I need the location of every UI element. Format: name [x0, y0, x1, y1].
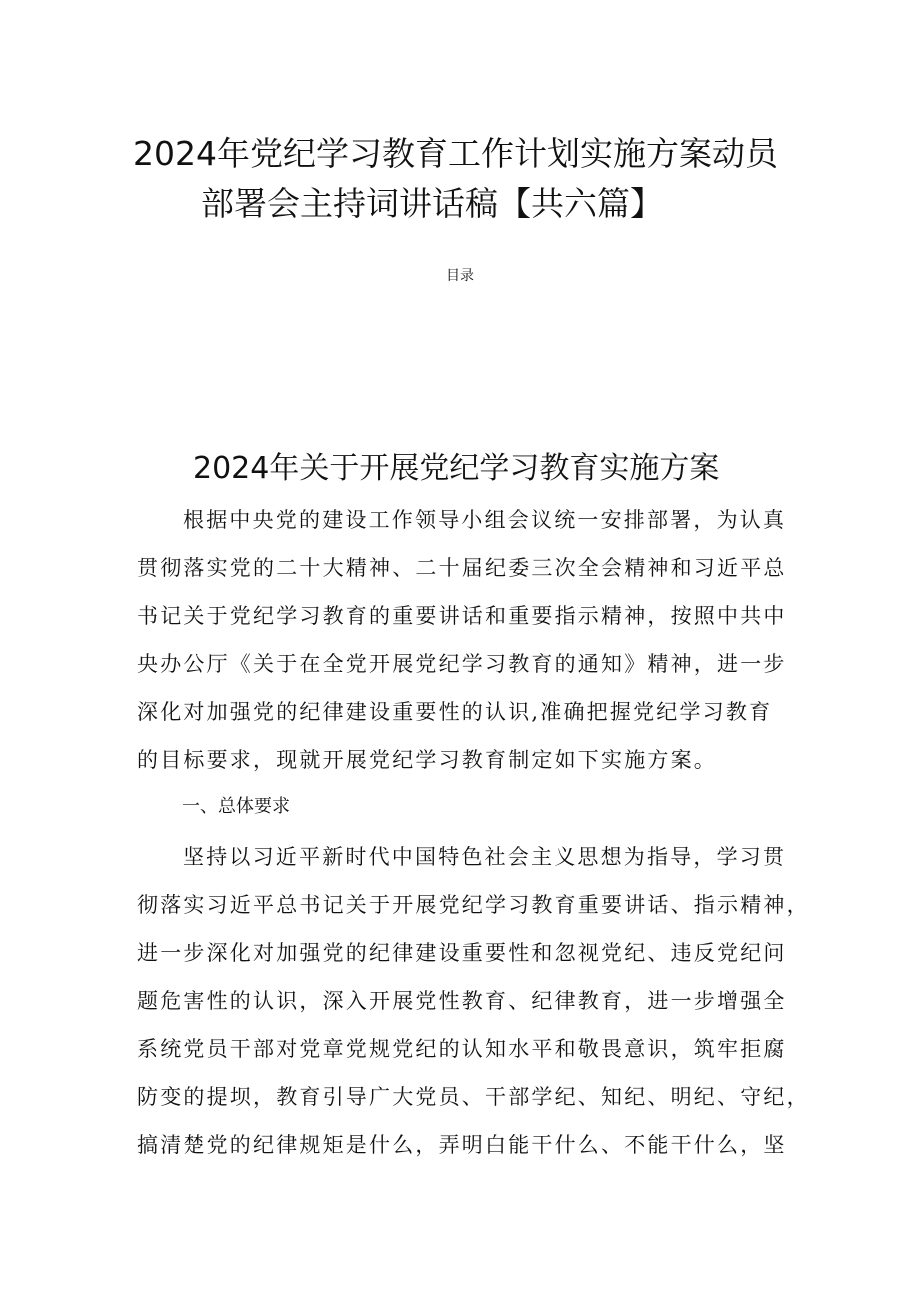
- paragraph-1-line: 深化对加强党的纪律建设重要性的认识,准确把握党纪学习教育: [137, 700, 773, 724]
- paragraph-2-line: 进一步深化对加强党的纪律建设重要性和忽视党纪、违反党纪问: [137, 941, 787, 965]
- paragraph-1-line: 的目标要求，现就开展党纪学习教育制定如下实施方案。: [137, 748, 717, 772]
- paragraph-2-line: 坚持以习近平新时代中国特色社会主义思想为指导，学习贯: [183, 845, 787, 869]
- paragraph-2-line: 防变的提坝，教育引导广大党员、干部学纪、知纪、明纪、守纪，: [137, 1085, 810, 1109]
- paragraph-1-line: 根据中央党的建设工作领导小组会议统一安排部署，为认真: [183, 508, 787, 532]
- paragraph-2-line: 搞清楚党的纪律规矩是什么，弄明白能干什么、不能干什么，坚: [137, 1133, 787, 1157]
- paragraph-2-line: 彻落实习近平总书记关于开展党纪学习教育重要讲话、指示精神，: [137, 893, 810, 917]
- paragraph-1-line: 书记关于党纪学习教育的重要讲话和重要指示精神，按照中共中: [137, 604, 787, 628]
- document-title-line-2: 部署会主持词讲话稿【共六篇】: [201, 184, 663, 223]
- document-title-line-1: 2024年党纪学习教育工作计划实施方案动员: [133, 134, 778, 173]
- section-title: 2024年关于开展党纪学习教育实施方案: [193, 451, 720, 486]
- toc-label: 目录: [446, 268, 474, 284]
- paragraph-1-line: 贯彻落实党的二十大精神、二十届纪委三次全会精神和习近平总: [137, 556, 787, 580]
- paragraph-2-line: 系统党员干部对党章党规党纪的认知水平和敬畏意识，筑牢拒腐: [137, 1037, 787, 1061]
- paragraph-1-line: 央办公厅《关于在全党开展党纪学习教育的通知》精神，进一步: [137, 652, 787, 676]
- paragraph-2-line: 题危害性的认识，深入开展党性教育、纪律教育，进一步增强全: [137, 989, 787, 1013]
- section-heading: 一、总体要求: [182, 796, 290, 817]
